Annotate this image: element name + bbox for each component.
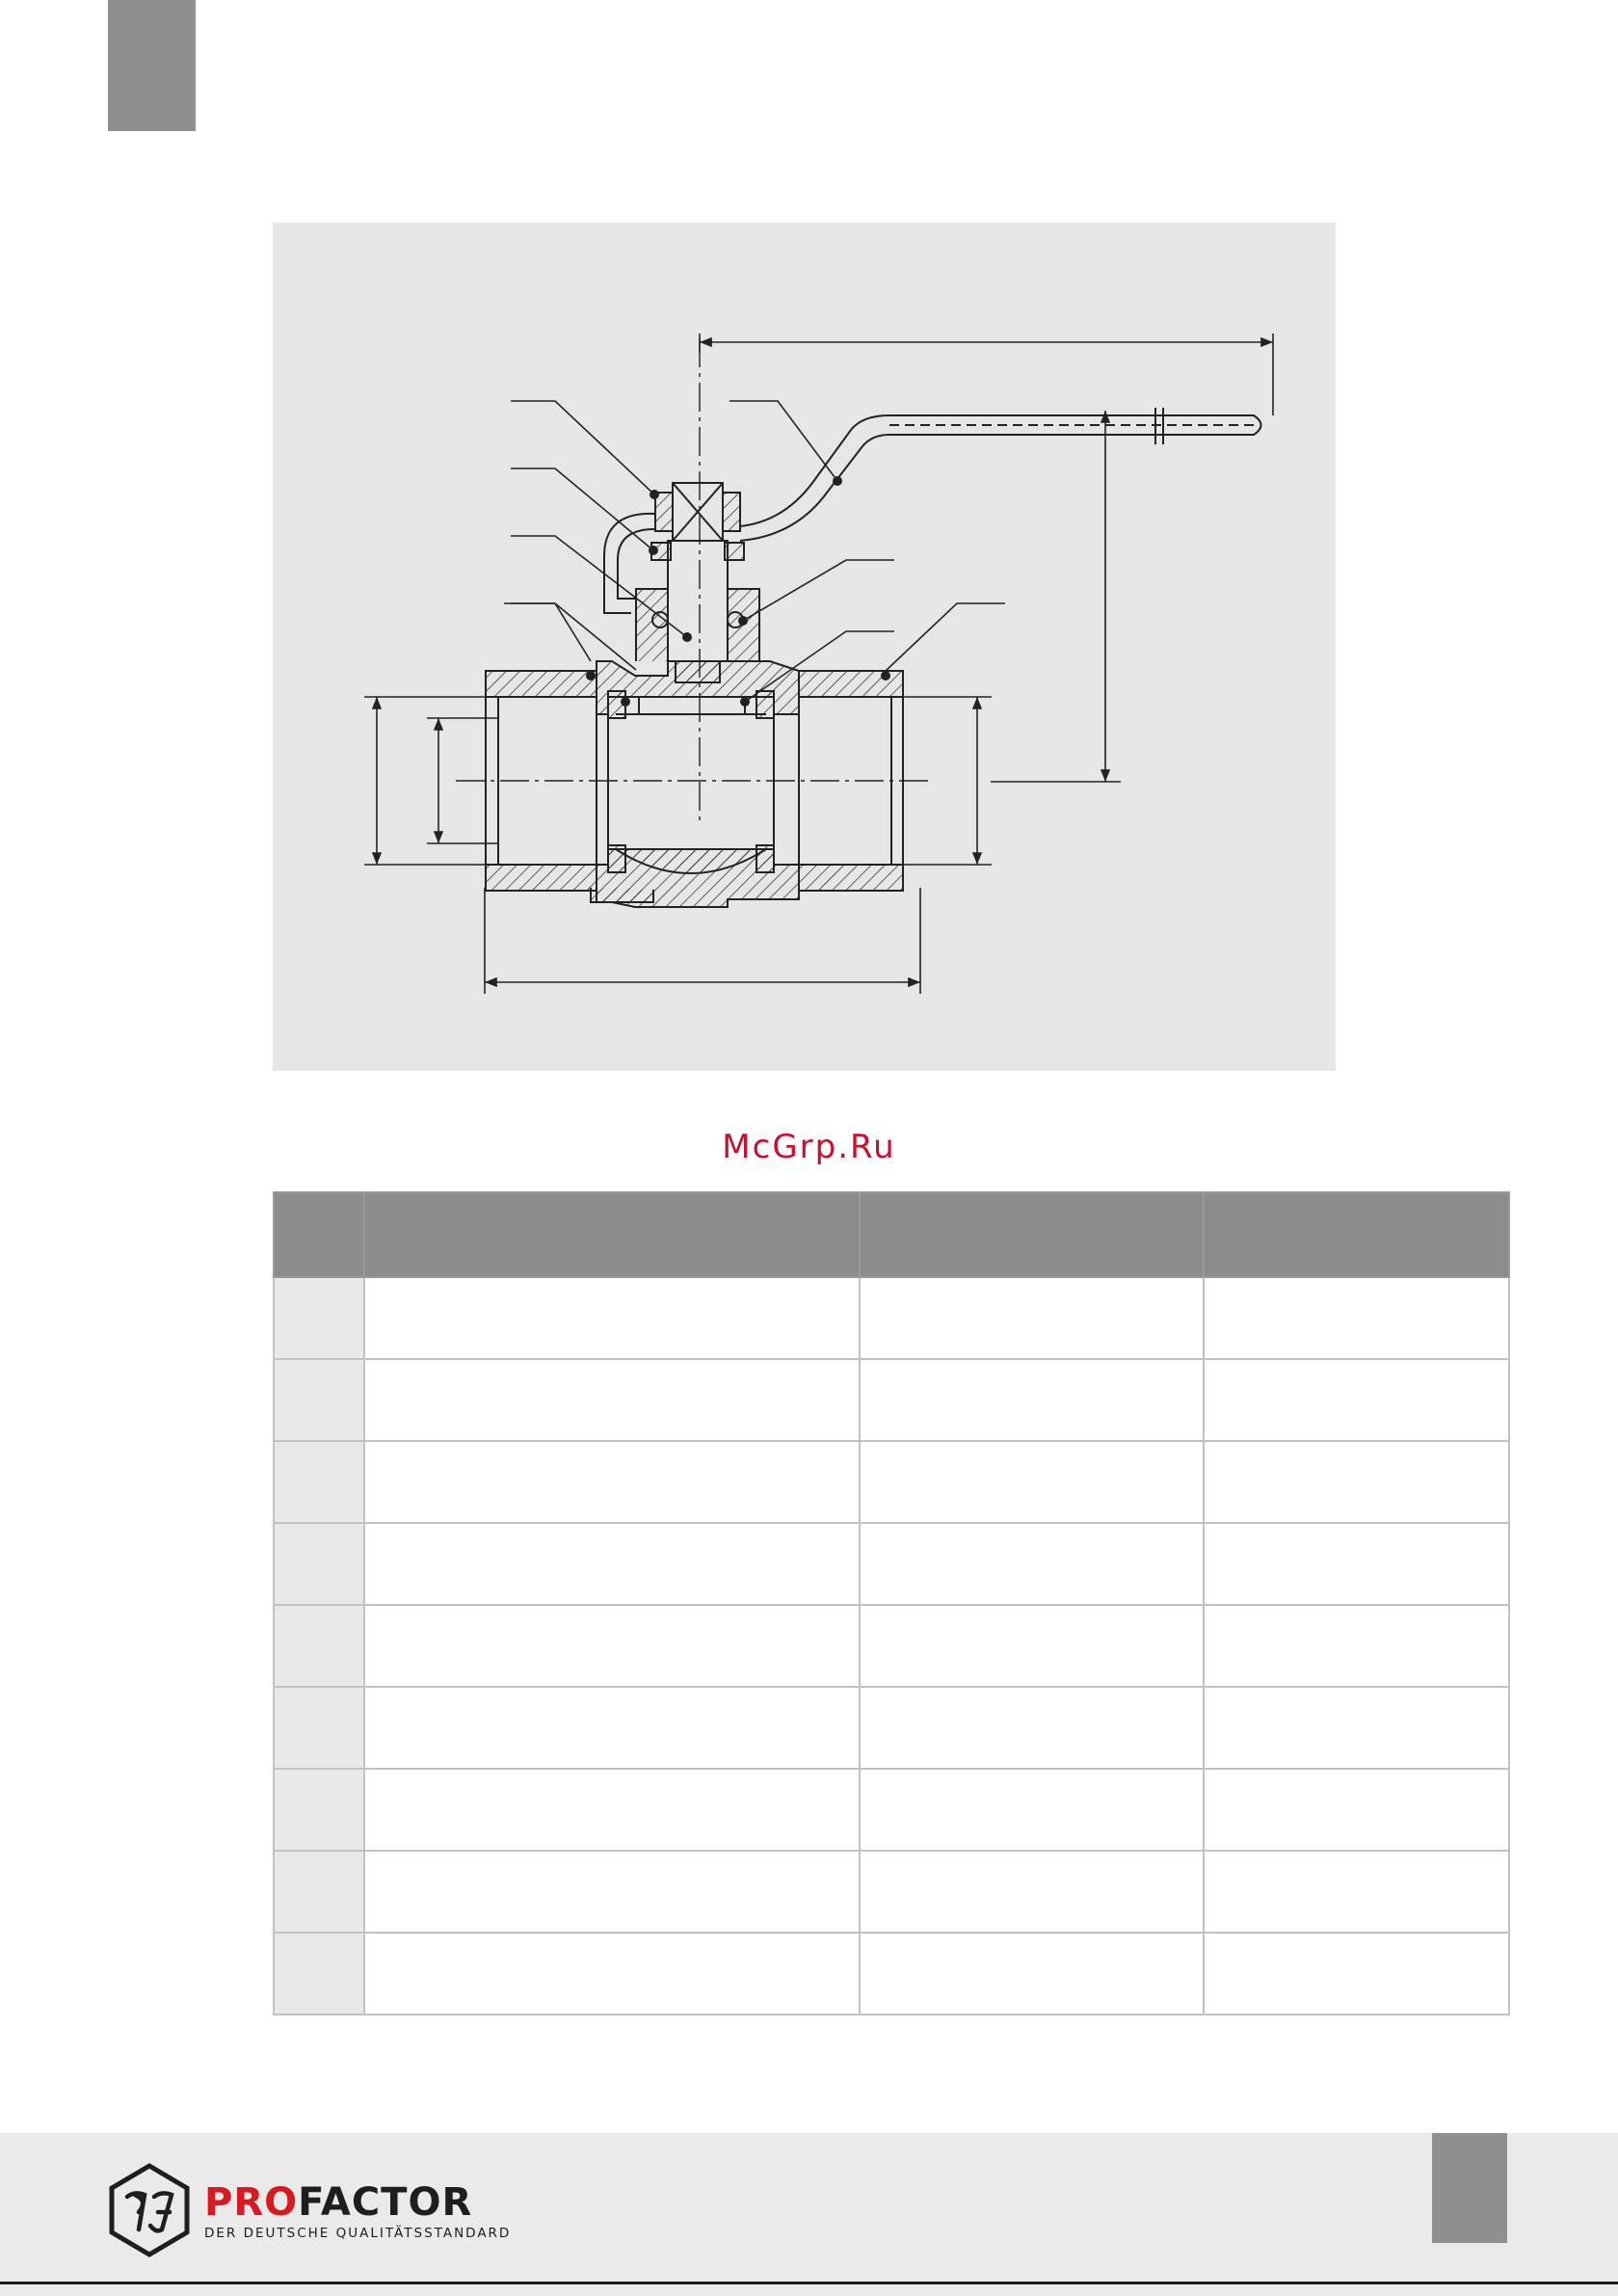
table-cell — [364, 1277, 860, 1359]
table-cell — [1204, 1769, 1509, 1851]
table-cell — [860, 1441, 1204, 1523]
table-cell — [1204, 1851, 1509, 1933]
brand-wordmark — [204, 2181, 511, 2241]
table-cell — [860, 1851, 1204, 1933]
row-number-cell — [274, 1277, 364, 1359]
ball-valve-section-svg — [273, 223, 1336, 1071]
brand-pro: PRO — [204, 2180, 299, 2225]
table-cell — [1204, 1933, 1509, 2015]
row-number-cell — [274, 1851, 364, 1933]
page-footer — [0, 2133, 1618, 2296]
table-cell — [1204, 1359, 1509, 1441]
table-cell — [1204, 1687, 1509, 1769]
table-cell — [1204, 1277, 1509, 1359]
table-row — [274, 1933, 1509, 2015]
table-cell — [860, 1933, 1204, 2015]
brand-factor: FACTOR — [298, 2180, 473, 2225]
table-row — [274, 1523, 1509, 1605]
table-cell — [860, 1277, 1204, 1359]
parts-table — [273, 1191, 1510, 2016]
brand-name — [204, 2181, 511, 2224]
table-cell — [364, 1523, 860, 1605]
row-number-cell — [274, 1769, 364, 1851]
table-cell — [860, 1687, 1204, 1769]
table-row — [274, 1687, 1509, 1769]
table-cell — [860, 1605, 1204, 1687]
table-cell — [860, 1359, 1204, 1441]
row-number-cell — [274, 1687, 364, 1769]
row-number-cell — [274, 1523, 364, 1605]
table-cell — [860, 1769, 1204, 1851]
table-cell — [1204, 1605, 1509, 1687]
header-cell — [1204, 1192, 1509, 1277]
table-row — [274, 1277, 1509, 1359]
table-cell — [364, 1687, 860, 1769]
row-number-cell — [274, 1933, 364, 2015]
table-row — [274, 1359, 1509, 1441]
table-row — [274, 1769, 1509, 1851]
row-number-cell — [274, 1605, 364, 1687]
table-cell — [364, 1441, 860, 1523]
header-cell — [364, 1192, 860, 1277]
table-cell — [364, 1769, 860, 1851]
pf-hexagon-logo-icon — [106, 2162, 193, 2258]
header-cell — [274, 1192, 364, 1277]
table-cell — [364, 1933, 860, 2015]
table-cell — [1204, 1523, 1509, 1605]
top-page-tab — [108, 0, 196, 131]
table-cell — [364, 1605, 860, 1687]
table-row — [274, 1851, 1509, 1933]
watermark-text: McGrp.Ru — [722, 1128, 896, 1166]
brand-tagline: DER DEUTSCHE QUALITÄTSSTANDARD — [204, 2226, 512, 2241]
table-row — [274, 1605, 1509, 1687]
table-cell — [1204, 1441, 1509, 1523]
ball-valve-drawing — [273, 223, 1336, 1071]
row-number-cell — [274, 1441, 364, 1523]
table-row — [274, 1441, 1509, 1523]
row-number-cell — [274, 1359, 364, 1441]
table-cell — [364, 1359, 860, 1441]
bottom-page-tab — [1432, 2133, 1507, 2243]
table-cell — [364, 1851, 860, 1933]
table-header-row — [274, 1192, 1509, 1277]
header-cell — [860, 1192, 1204, 1277]
table-cell — [860, 1523, 1204, 1605]
footer-rule — [0, 2282, 1618, 2284]
